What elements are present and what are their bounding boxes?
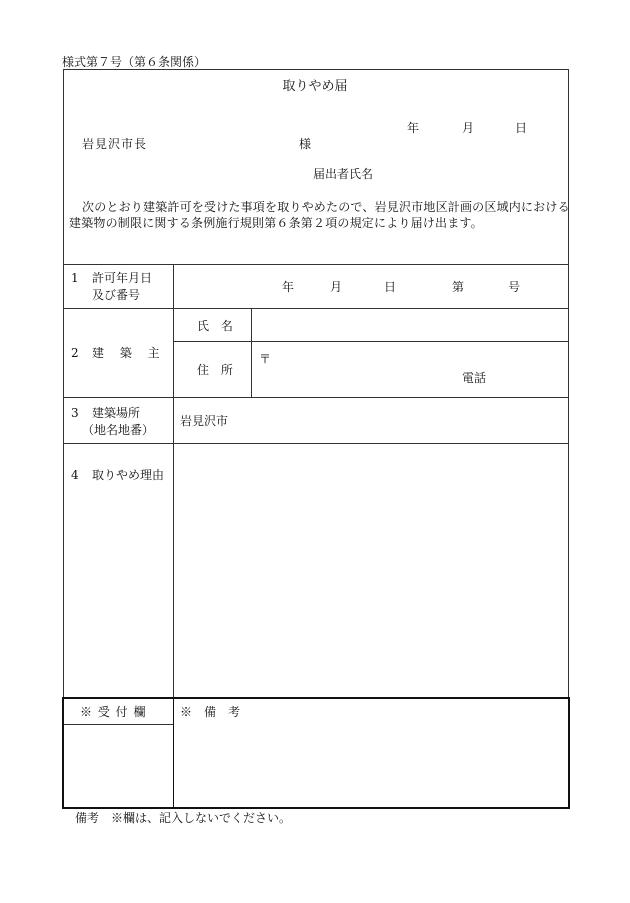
row-owner-top-border — [63, 308, 568, 309]
owner-address-label: 住 所 — [197, 363, 237, 377]
date-year-label: 年 — [407, 121, 420, 135]
owner-subcolumn-divider — [251, 308, 252, 397]
row-reason-label: 取りやめ理由 — [92, 468, 165, 482]
notifier-name-label: 届出者氏名 — [313, 167, 374, 181]
row-site-label-line-1: 建築場所 — [92, 406, 141, 420]
owner-name-address-divider — [173, 341, 568, 342]
phone-label: 電話 — [462, 371, 487, 385]
row-permit-top-border — [63, 264, 568, 265]
postal-code-mark: 〒 — [259, 352, 272, 366]
row-site-top-border — [63, 397, 568, 398]
row-reason-top-border — [63, 443, 568, 444]
frame-top-border — [63, 69, 568, 70]
body-text-line-1: 次のとおり建築許可を受けた事項を取りやめたので、岩見沢市地区計画の区域内における — [82, 200, 570, 214]
frame-left-border — [63, 69, 64, 697]
row-site-number: 3 — [71, 406, 79, 420]
date-month-label: 月 — [462, 121, 475, 135]
addressee-honorific: 様 — [299, 137, 312, 151]
addressee-name: 岩見沢市長 — [82, 137, 148, 151]
row-site-label-line-2: （地名地番） — [82, 423, 155, 437]
permit-go-label: 号 — [508, 280, 521, 294]
frame-right-border — [568, 69, 569, 697]
document-title: 取りやめ届 — [282, 79, 348, 94]
row-permit-label-line-1: 許可年月日 — [92, 271, 153, 285]
permit-month-label: 月 — [330, 280, 343, 294]
row-reason-number: 4 — [71, 468, 79, 482]
row-permit-label-line-2: 及び番号 — [92, 288, 141, 302]
row-owner-label: 建 築 主 — [92, 346, 166, 360]
body-text-line-2: 建築物の制限に関する条例施行規則第６条第２項の規定により届け出ます。 — [69, 216, 483, 230]
remarks-column-label: ※ 備 考 — [180, 705, 241, 719]
label-column-divider — [173, 264, 174, 697]
reception-header-divider — [64, 724, 173, 725]
permit-day-label: 日 — [384, 280, 397, 294]
office-use-column-divider — [173, 698, 174, 807]
row-permit-number: 1 — [71, 271, 79, 285]
footnote: 備考 ※欄は、記入しないでください。 — [75, 811, 292, 825]
permit-dai-label: 第 — [452, 280, 465, 294]
reception-column-label: ※ 受 付 欄 — [80, 705, 147, 719]
owner-name-label: 氏 名 — [197, 319, 237, 333]
permit-year-label: 年 — [282, 280, 295, 294]
site-city-value: 岩見沢市 — [180, 414, 229, 428]
date-day-label: 日 — [515, 121, 528, 135]
row-owner-number: 2 — [71, 346, 79, 360]
form-number: 様式第７号（第６条関係） — [62, 55, 207, 69]
